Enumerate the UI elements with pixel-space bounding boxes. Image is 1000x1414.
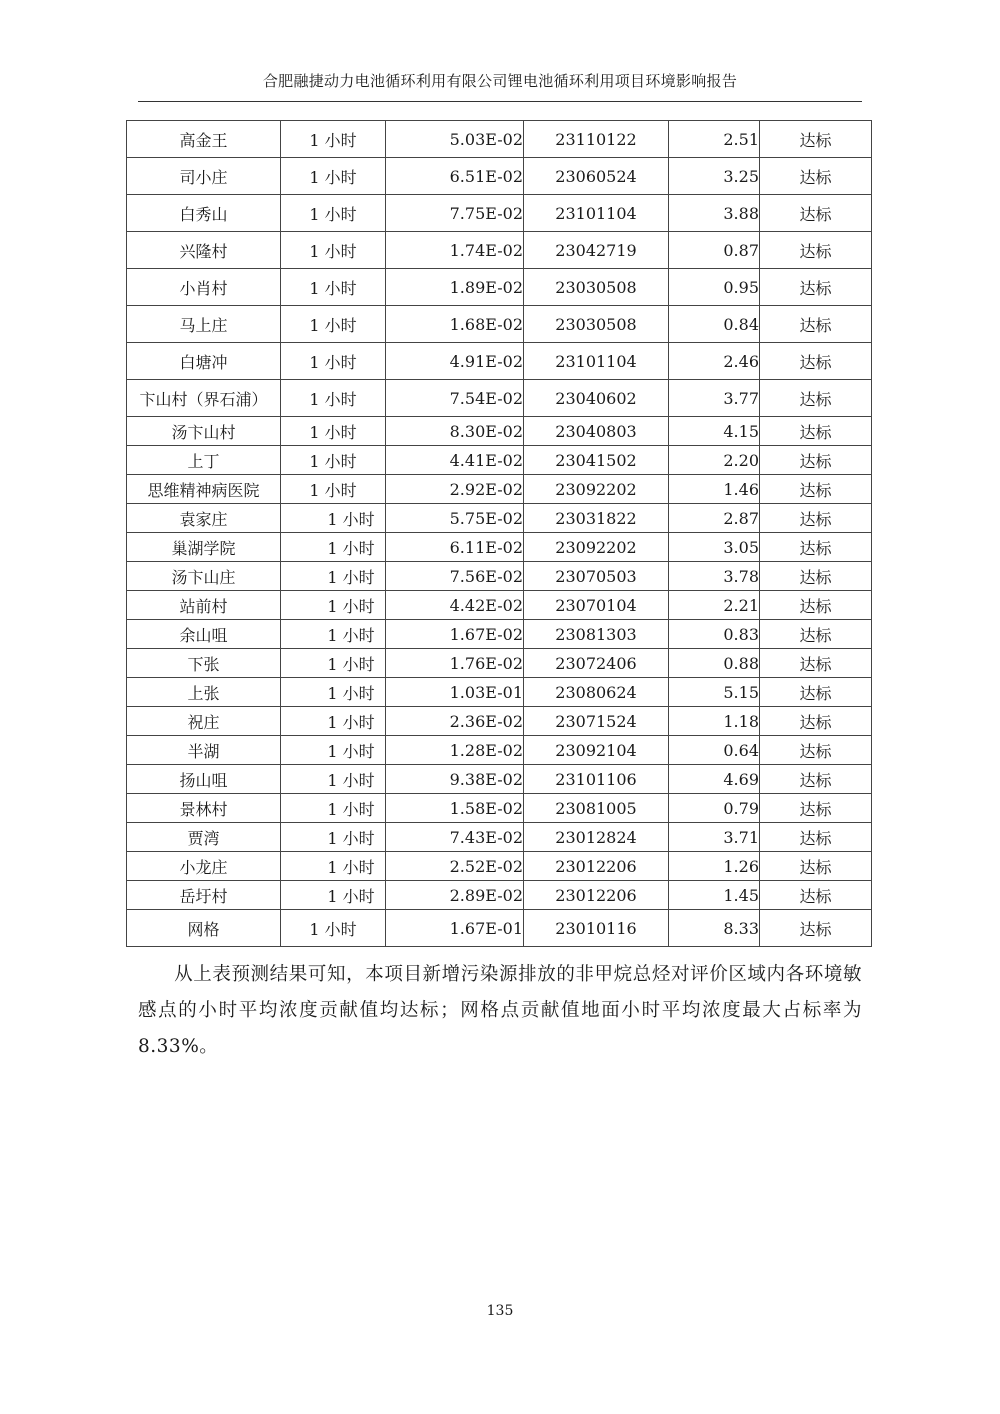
cell-period: 1 小时 <box>281 620 386 649</box>
table-row <box>127 232 872 269</box>
cell-rate: 3.88 <box>669 195 760 232</box>
cell-location: 上丁 <box>127 446 281 475</box>
cell-concentration: 2.92E-02 <box>386 475 524 504</box>
cell-period: 1 小时 <box>281 269 386 306</box>
cell-rate: 0.79 <box>669 794 760 823</box>
cell-time: 23012206 <box>524 881 669 910</box>
cell-concentration: 7.43E-02 <box>386 823 524 852</box>
cell-time: 23071524 <box>524 707 669 736</box>
cell-rate: 1.26 <box>669 852 760 881</box>
cell-time: 23031822 <box>524 504 669 533</box>
cell-status: 达标 <box>760 620 872 649</box>
cell-time: 23092202 <box>524 475 669 504</box>
cell-location: 兴隆村 <box>127 232 281 269</box>
cell-concentration: 7.75E-02 <box>386 195 524 232</box>
cell-rate: 0.88 <box>669 649 760 678</box>
cell-concentration: 8.30E-02 <box>386 417 524 446</box>
table-row <box>127 533 872 562</box>
cell-rate: 8.33 <box>669 910 760 947</box>
cell-status: 达标 <box>760 707 872 736</box>
cell-status: 达标 <box>760 158 872 195</box>
cell-period: 1 小时 <box>281 823 386 852</box>
cell-location: 小肖村 <box>127 269 281 306</box>
results-table <box>126 120 872 947</box>
cell-rate: 3.71 <box>669 823 760 852</box>
cell-location: 小龙庄 <box>127 852 281 881</box>
cell-time: 23101104 <box>524 343 669 380</box>
cell-period: 1 小时 <box>281 736 386 765</box>
cell-status: 达标 <box>760 562 872 591</box>
table-row <box>127 306 872 343</box>
cell-rate: 0.87 <box>669 232 760 269</box>
cell-status: 达标 <box>760 591 872 620</box>
cell-rate: 0.84 <box>669 306 760 343</box>
cell-location: 白秀山 <box>127 195 281 232</box>
cell-status: 达标 <box>760 475 872 504</box>
cell-status: 达标 <box>760 852 872 881</box>
table-row <box>127 620 872 649</box>
cell-location: 袁家庄 <box>127 504 281 533</box>
cell-concentration: 2.89E-02 <box>386 881 524 910</box>
page-number: 135 <box>486 1303 514 1319</box>
cell-concentration: 1.58E-02 <box>386 794 524 823</box>
cell-time: 23080624 <box>524 678 669 707</box>
cell-rate: 3.25 <box>669 158 760 195</box>
cell-location: 巢湖学院 <box>127 533 281 562</box>
table-row <box>127 380 872 417</box>
cell-rate: 5.15 <box>669 678 760 707</box>
cell-period: 1 小时 <box>281 562 386 591</box>
cell-rate: 3.77 <box>669 380 760 417</box>
cell-concentration: 6.51E-02 <box>386 158 524 195</box>
cell-location: 马上庄 <box>127 306 281 343</box>
cell-status: 达标 <box>760 306 872 343</box>
cell-period: 1 小时 <box>281 158 386 195</box>
cell-concentration: 4.41E-02 <box>386 446 524 475</box>
cell-time: 23010116 <box>524 910 669 947</box>
header-rule <box>138 101 862 102</box>
cell-time: 23012206 <box>524 852 669 881</box>
table-row <box>127 446 872 475</box>
cell-location: 岳圩村 <box>127 881 281 910</box>
cell-period: 1 小时 <box>281 707 386 736</box>
cell-status: 达标 <box>760 823 872 852</box>
cell-status: 达标 <box>760 910 872 947</box>
cell-time: 23040602 <box>524 380 669 417</box>
cell-time: 23092202 <box>524 533 669 562</box>
cell-concentration: 4.42E-02 <box>386 591 524 620</box>
cell-status: 达标 <box>760 881 872 910</box>
cell-status: 达标 <box>760 343 872 380</box>
cell-rate: 2.46 <box>669 343 760 380</box>
table-row <box>127 591 872 620</box>
cell-location: 司小庄 <box>127 158 281 195</box>
page-header: 合肥融捷动力电池循环利用有限公司锂电池循环利用项目环境影响报告 <box>262 72 738 90</box>
cell-time: 23081303 <box>524 620 669 649</box>
cell-period: 1 小时 <box>281 591 386 620</box>
cell-period: 1 小时 <box>281 649 386 678</box>
cell-time: 23092104 <box>524 736 669 765</box>
cell-status: 达标 <box>760 195 872 232</box>
cell-status: 达标 <box>760 504 872 533</box>
cell-location: 网格 <box>127 910 281 947</box>
cell-rate: 2.21 <box>669 591 760 620</box>
cell-time: 23101106 <box>524 765 669 794</box>
cell-period: 1 小时 <box>281 195 386 232</box>
cell-time: 23081005 <box>524 794 669 823</box>
cell-concentration: 1.67E-02 <box>386 620 524 649</box>
table-row <box>127 881 872 910</box>
cell-period: 1 小时 <box>281 765 386 794</box>
cell-location: 白塘冲 <box>127 343 281 380</box>
cell-rate: 4.69 <box>669 765 760 794</box>
cell-concentration: 5.75E-02 <box>386 504 524 533</box>
cell-period: 1 小时 <box>281 533 386 562</box>
cell-status: 达标 <box>760 533 872 562</box>
cell-rate: 3.78 <box>669 562 760 591</box>
table-row <box>127 269 872 306</box>
cell-time: 23060524 <box>524 158 669 195</box>
cell-concentration: 2.36E-02 <box>386 707 524 736</box>
cell-period: 1 小时 <box>281 121 386 158</box>
cell-status: 达标 <box>760 736 872 765</box>
cell-rate: 0.64 <box>669 736 760 765</box>
cell-status: 达标 <box>760 765 872 794</box>
cell-time: 23042719 <box>524 232 669 269</box>
cell-time: 23012824 <box>524 823 669 852</box>
cell-concentration: 1.68E-02 <box>386 306 524 343</box>
table-row <box>127 417 872 446</box>
cell-location: 余山咀 <box>127 620 281 649</box>
cell-rate: 1.18 <box>669 707 760 736</box>
cell-rate: 2.87 <box>669 504 760 533</box>
cell-period: 1 小时 <box>281 417 386 446</box>
cell-period: 1 小时 <box>281 678 386 707</box>
cell-status: 达标 <box>760 417 872 446</box>
table-row <box>127 475 872 504</box>
cell-rate: 1.46 <box>669 475 760 504</box>
cell-concentration: 2.52E-02 <box>386 852 524 881</box>
cell-period: 1 小时 <box>281 380 386 417</box>
table-row <box>127 504 872 533</box>
cell-period: 1 小时 <box>281 852 386 881</box>
cell-period: 1 小时 <box>281 881 386 910</box>
cell-time: 23030508 <box>524 269 669 306</box>
table-row <box>127 736 872 765</box>
cell-status: 达标 <box>760 232 872 269</box>
cell-concentration: 1.74E-02 <box>386 232 524 269</box>
cell-period: 1 小时 <box>281 343 386 380</box>
cell-concentration: 6.11E-02 <box>386 533 524 562</box>
cell-concentration: 9.38E-02 <box>386 765 524 794</box>
cell-location: 祝庄 <box>127 707 281 736</box>
cell-location: 高金王 <box>127 121 281 158</box>
cell-period: 1 小时 <box>281 446 386 475</box>
cell-location: 站前村 <box>127 591 281 620</box>
cell-location: 下张 <box>127 649 281 678</box>
cell-time: 23041502 <box>524 446 669 475</box>
cell-location: 半湖 <box>127 736 281 765</box>
cell-status: 达标 <box>760 380 872 417</box>
cell-time: 23040803 <box>524 417 669 446</box>
table-row <box>127 852 872 881</box>
cell-rate: 1.45 <box>669 881 760 910</box>
table-row <box>127 121 872 158</box>
cell-location: 贾湾 <box>127 823 281 852</box>
conclusion-text: 从上表预测结果可知，本项目新增污染源排放的非甲烷总烃对评价区域内各环境敏感点的小时平均浓度贡献值均达标；网格点贡献值地面小时平均浓度最大占标率为 8.33%。 <box>138 964 862 1057</box>
cell-location: 扬山咀 <box>127 765 281 794</box>
table-row <box>127 823 872 852</box>
cell-location: 汤卞山庄 <box>127 562 281 591</box>
cell-location: 上张 <box>127 678 281 707</box>
cell-rate: 4.15 <box>669 417 760 446</box>
conclusion-paragraph <box>138 957 862 1065</box>
cell-location: 思维精神病医院 <box>127 475 281 504</box>
cell-time: 23101104 <box>524 195 669 232</box>
cell-period: 1 小时 <box>281 306 386 343</box>
cell-rate: 3.05 <box>669 533 760 562</box>
cell-concentration: 4.91E-02 <box>386 343 524 380</box>
cell-rate: 2.20 <box>669 446 760 475</box>
table-row <box>127 158 872 195</box>
cell-period: 1 小时 <box>281 475 386 504</box>
table-row <box>127 678 872 707</box>
cell-status: 达标 <box>760 446 872 475</box>
cell-status: 达标 <box>760 269 872 306</box>
cell-period: 1 小时 <box>281 910 386 947</box>
table-row <box>127 343 872 380</box>
cell-period: 1 小时 <box>281 794 386 823</box>
cell-concentration: 7.56E-02 <box>386 562 524 591</box>
cell-concentration: 1.03E-01 <box>386 678 524 707</box>
cell-status: 达标 <box>760 649 872 678</box>
table-row <box>127 562 872 591</box>
table-row <box>127 649 872 678</box>
table-row <box>127 195 872 232</box>
cell-concentration: 1.28E-02 <box>386 736 524 765</box>
cell-location: 景林村 <box>127 794 281 823</box>
cell-concentration: 1.76E-02 <box>386 649 524 678</box>
table-row <box>127 910 872 947</box>
cell-rate: 2.51 <box>669 121 760 158</box>
cell-concentration: 1.89E-02 <box>386 269 524 306</box>
cell-rate: 0.83 <box>669 620 760 649</box>
cell-concentration: 7.54E-02 <box>386 380 524 417</box>
cell-time: 23070503 <box>524 562 669 591</box>
cell-time: 23030508 <box>524 306 669 343</box>
cell-location: 卞山村（界石浦） <box>127 380 281 417</box>
cell-concentration: 5.03E-02 <box>386 121 524 158</box>
cell-status: 达标 <box>760 794 872 823</box>
cell-status: 达标 <box>760 121 872 158</box>
cell-location: 汤卞山村 <box>127 417 281 446</box>
table-row <box>127 707 872 736</box>
cell-time: 23110122 <box>524 121 669 158</box>
cell-rate: 0.95 <box>669 269 760 306</box>
cell-period: 1 小时 <box>281 232 386 269</box>
cell-period: 1 小时 <box>281 504 386 533</box>
cell-status: 达标 <box>760 678 872 707</box>
results-table-body <box>127 121 872 947</box>
cell-time: 23070104 <box>524 591 669 620</box>
table-row <box>127 765 872 794</box>
cell-time: 23072406 <box>524 649 669 678</box>
cell-concentration: 1.67E-01 <box>386 910 524 947</box>
table-row <box>127 794 872 823</box>
